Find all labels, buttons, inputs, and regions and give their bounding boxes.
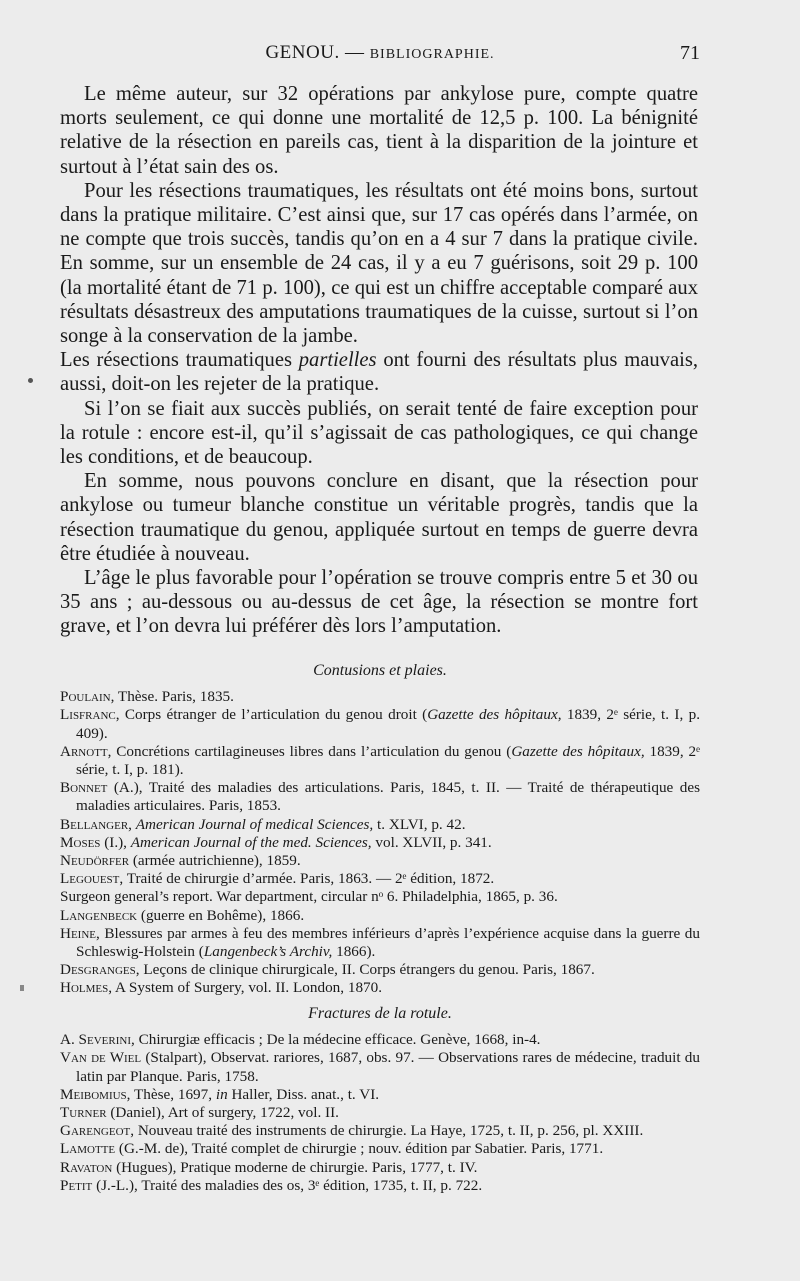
entry-author: Van de Wiel [60, 1049, 142, 1067]
entry-author: Holmes, [60, 979, 113, 997]
bibliography-list [60, 1031, 700, 1195]
entry-text: (G.-M. de), Traité complet de chirurgie ; nouv. édition par Sabatier. Paris, 1771. [115, 1140, 604, 1158]
paragraph-partielles [60, 348, 698, 396]
entry-text: Thèse, 1697, [130, 1085, 216, 1103]
paragraph: Pour les résections traumatiques, les résultats ont été moins bons, surtout dans la pratique militaire. C’est ainsi que, sur 17 cas opérés dans l’armée, on ne compte que trois succès, tandis qu’on en a 4 sur 7 dans la pratique civile. En somme, sur un ensemble de 24 cas, il y a eu 7 guérisons, soit 29 p. 100 (la mortalité étant de 71 p. 100), ce qui est un chiffre acceptable comparé aux résultats désastreux des amputations traumatiques de la cuisse, surtout si l’on songe à la conservation de la jambe. [60, 179, 698, 348]
entry-italic: Gazette des hôpitaux, [511, 742, 645, 760]
entry-text: (Daniel), Art of surgery, 1722, vol. II. [106, 1104, 339, 1122]
entry-text: Concrétions cartilagineuses libres dans l’articulation du genou ( [111, 742, 512, 760]
entry-italic: Langenbeck’s Archiv, [203, 943, 333, 961]
entry-author: Turner [60, 1104, 107, 1122]
entry-text: (Hugues), Pratique moderne de chirurgie. Paris, 1777, t. IV. [112, 1158, 478, 1176]
entry-text: t. XLVI, p. 42. [373, 815, 466, 833]
entry-text: (armée autrichienne), 1859. [129, 852, 301, 870]
bibliography-list [60, 688, 700, 997]
entry-author: Legouest, [60, 870, 124, 888]
entry-text: Haller, Diss. anat., t. VI. [227, 1085, 380, 1103]
bibliography-entry [60, 1140, 700, 1158]
bibliography-entry [60, 834, 700, 852]
margin-dot [28, 378, 33, 383]
entry-text: 1866). [332, 943, 376, 961]
entry-author: Poulain, [60, 688, 115, 706]
entry-italic: American Journal of medical Sciences, [135, 815, 374, 833]
paragraph: L’âge le plus favorable pour l’opération se trouve compris entre 5 et 30 ou 35 ans ; au-dessous ou au-dessus de cet âge, la résection se montre fort grave, et l’on devra lui préférer dès lors l’amputation. [60, 567, 698, 638]
margin-mark [20, 985, 24, 991]
bibliography-fractures [60, 1005, 700, 1195]
bibliography-entry [60, 888, 700, 906]
entry-author: Langenbeck [60, 906, 138, 924]
entry-text: Thèse. Paris, 1835. [114, 688, 234, 706]
entry-italic: American Journal of the med. Sciences, [130, 833, 372, 851]
bibliography-entry [60, 1049, 700, 1085]
entry-author: Petit [60, 1176, 93, 1194]
entry-text: (A.), Traité des maladies des articulations. Paris, 1845, t. II. — Traité de thérapeutique des maladies articulaires. Paris, 1853. [76, 779, 700, 815]
bibliography-entry [60, 1031, 700, 1049]
entry-author: Moses [60, 833, 101, 851]
running-title-sub: BIBLIOGRAPHIE. [369, 47, 495, 62]
entry-author: Arnott, [60, 742, 112, 760]
entry-author: Heine, [60, 924, 100, 942]
bibliography-entry [60, 706, 700, 742]
page-header [60, 42, 700, 72]
entry-author: Bonnet [60, 779, 108, 797]
entry-italic: in [215, 1085, 228, 1103]
bibliography-entry [60, 1159, 700, 1177]
entry-text: Leçons de clinique chirurgicale, II. Corps étrangers du genou. Paris, 1867. [139, 961, 595, 979]
bibliography-entry [60, 816, 700, 834]
entry-author: Bellanger, [60, 815, 132, 833]
bibliography-entry [60, 1177, 700, 1195]
entry-author: A. Severini, [60, 1031, 135, 1049]
paragraph: Le même auteur, sur 32 opérations par ankylose pure, compte quatre morts seulement, ce qui donne une mortalité de 12,5 p. 100. La bénignité relative de la résection en pareils cas, tient à la disparition de la jointure et surtout à l’état sain des os. [60, 83, 698, 178]
bibliography-entry [60, 852, 700, 870]
section-title: Fractures de la rotule. [308, 1005, 452, 1022]
paragraph: Si l’on se fiait aux succès publiés, on serait tenté de faire exception pour la rotule : encore est-il, qu’il s’agissait de cas pathologiques, ce qui change les conditions, et de beaucoup. [60, 397, 698, 469]
bibliography-entry [60, 979, 700, 997]
italic-word: partielles [298, 349, 377, 372]
entry-text: (I.), [100, 833, 131, 851]
bibliography-entry [60, 688, 700, 706]
entry-text: Chirurgiæ efficacis ; De la médecine efficace. Genève, 1668, in-4. [134, 1031, 541, 1049]
entry-author: Lisfranc, [60, 706, 120, 724]
entry-text: (guerre en Bohême), 1866. [137, 906, 305, 924]
bibliography-entry [60, 779, 700, 815]
bibliography-entry [60, 743, 700, 779]
bibliography-entry [60, 1086, 700, 1104]
body-text [60, 82, 698, 639]
entry-text: Traité de chirurgie d’armée. Paris, 1863. — 2ᵉ édition, 1872. [123, 870, 495, 888]
entry-author: Lamotte [60, 1140, 116, 1158]
bibliography-entry [60, 870, 700, 888]
bibliography-entry [60, 925, 700, 961]
bibliography-entry [60, 961, 700, 979]
text-run: ont fourni des résultats plus mauvais, aussi, doit-on les rejeter de la pratique. [60, 349, 698, 396]
entry-text: vol. XLVII, p. 341. [371, 833, 492, 851]
entry-author: Meibomius, [60, 1085, 131, 1103]
page-number: 71 [680, 42, 700, 64]
entry-text: (Stalpart), Observat. rariores, 1687, obs. 97. — Observations rares de médecine, traduit du latin par Planque. Paris, 1758. [76, 1049, 700, 1085]
entry-italic: Gazette des hôpitaux, [427, 706, 562, 724]
running-title [60, 42, 700, 64]
running-title-main: GENOU. — [265, 42, 365, 63]
entry-text: Nouveau traité des instruments de chirurgie. La Haye, 1725, t. II, p. 256, pl. XXIII. [134, 1122, 644, 1140]
entry-text: Corps étranger de l’articulation du genou droit ( [119, 706, 428, 724]
entry-text: Blessures par armes à feu des membres inférieurs d’après l’expérience acquise dans la guerre du Schleswig-Holstein ( [76, 924, 700, 961]
bibliography-contusions [60, 662, 700, 998]
entry-text: 1839, 2ᵉ série, t. I, p. 409). [76, 706, 700, 742]
entry-text: 1839, 2ᵉ série, t. I, p. 181). [76, 742, 700, 779]
entry-author: Garengeot, [60, 1122, 135, 1140]
bibliography-entry [60, 1104, 700, 1122]
entry-text: (J.-L.), Traité des maladies des os, 3ᵉ édition, 1735, t. II, p. 722. [92, 1176, 483, 1194]
bibliography-entry [60, 1122, 700, 1140]
entry-text: A System of Surgery, vol. II. London, 1870. [112, 979, 383, 997]
section-title: Contusions et plaies. [313, 662, 447, 679]
text-run: Les résections traumatiques [60, 349, 299, 372]
entry-author: Neudörfer [60, 852, 130, 870]
entry-author: Desgranges, [60, 961, 140, 979]
entry-author: Ravaton [60, 1158, 113, 1176]
entry-text: Surgeon general’s report. War department, circular nᵒ 6. Philadelphia, 1865, p. 36. [60, 888, 558, 906]
paragraph: En somme, nous pouvons conclure en disant, que la résection pour ankylose ou tumeur blanche constitue un véritable progrès, tandis que la résection traumatique du genou, appliquée surtout en temps de guerre devra être étudiée à nouveau. [60, 470, 698, 565]
bibliography-entry [60, 907, 700, 925]
